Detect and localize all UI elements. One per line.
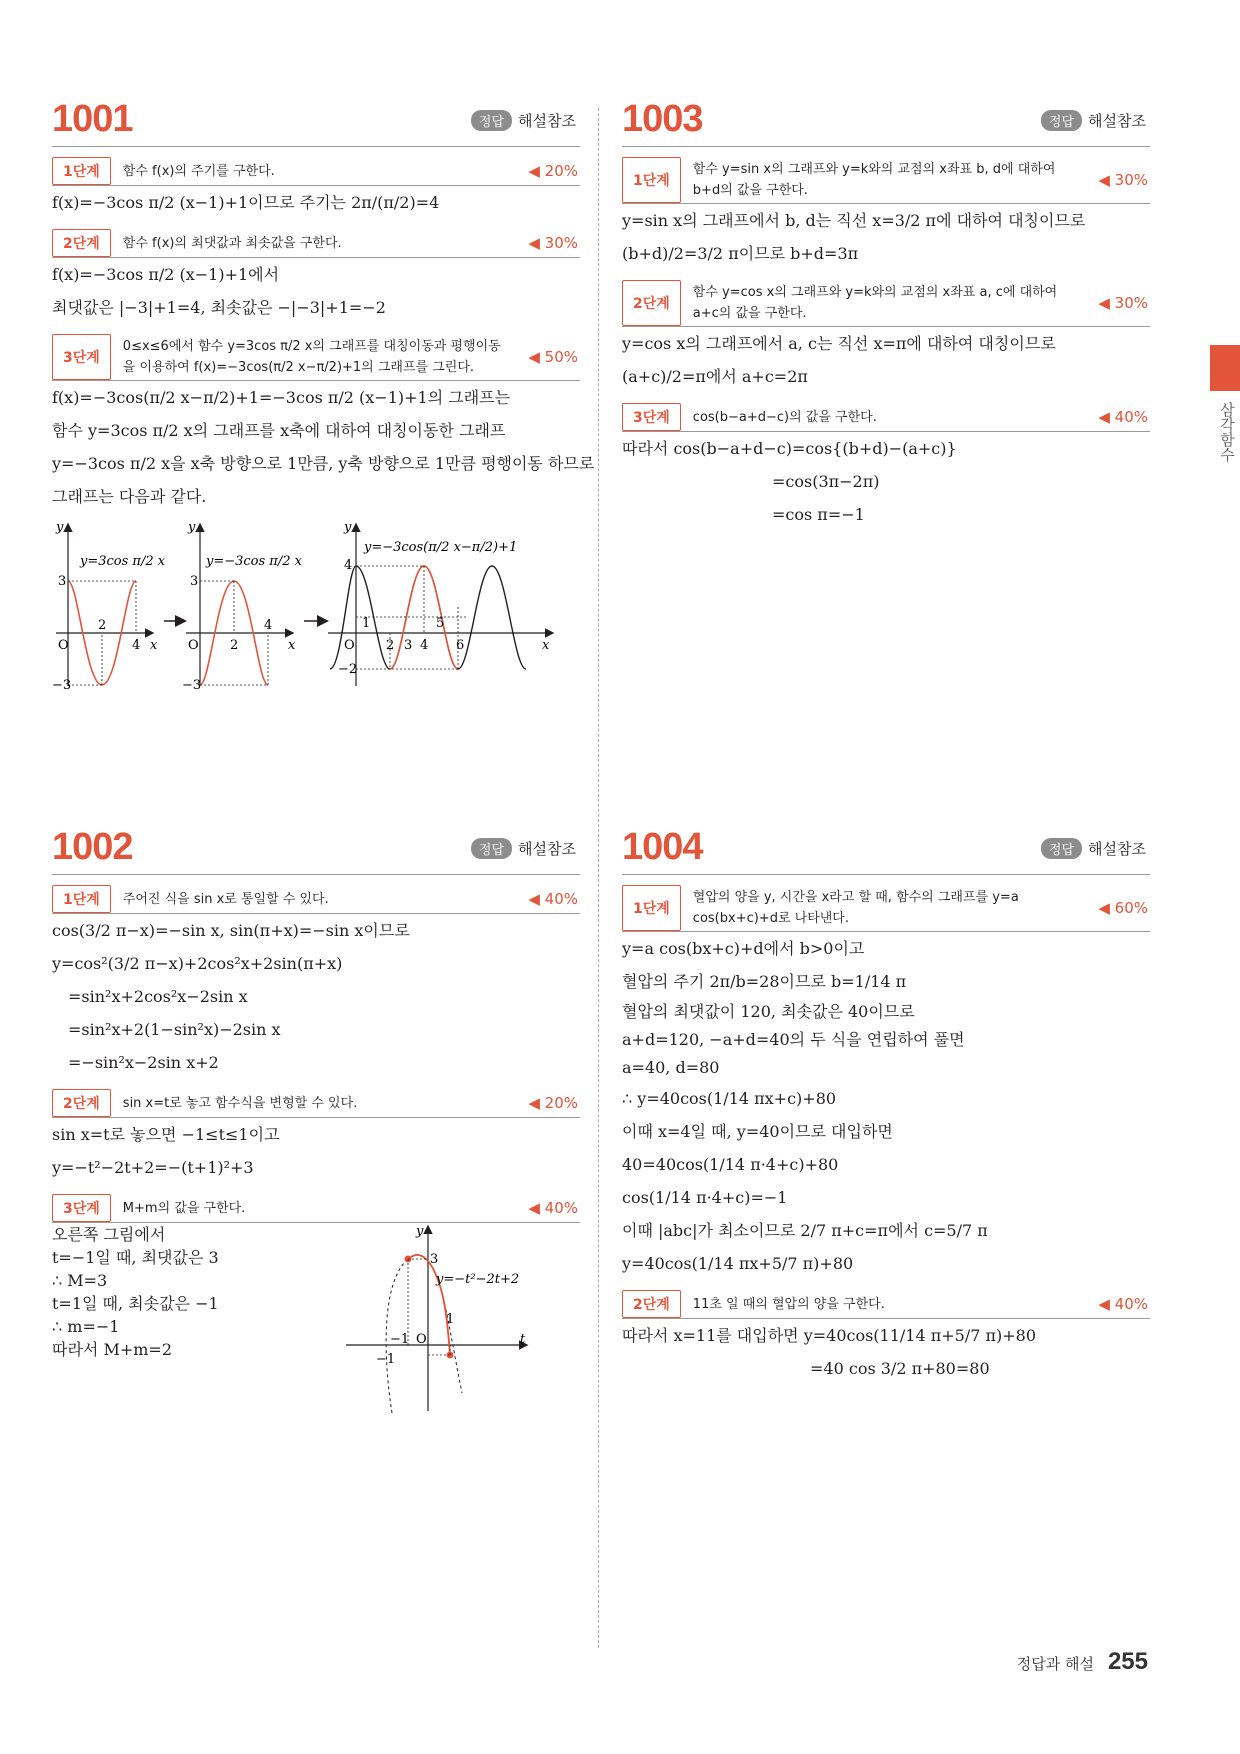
problem-header bbox=[52, 828, 580, 875]
answer-text: 해설참조 bbox=[518, 112, 576, 130]
svg-text:3: 3 bbox=[190, 574, 199, 589]
svg-text:O: O bbox=[188, 638, 199, 653]
step-1 bbox=[622, 157, 1150, 204]
parabola-graph bbox=[340, 1223, 570, 1413]
problem-header bbox=[52, 100, 580, 147]
svg-text:y: y bbox=[344, 521, 352, 535]
chapter-tab-label: 삼각함수 bbox=[1218, 402, 1236, 462]
step-text: M+m의 값을 구한다. bbox=[122, 1200, 246, 1216]
solution-line: 혈압의 주기 2π/b=28이므로 b=1/14 π bbox=[622, 972, 907, 991]
step-label: 2단계 bbox=[622, 1290, 681, 1318]
graph-2 bbox=[182, 521, 303, 691]
solution-line: t=1일 때, 최솟값은 −1 bbox=[52, 1294, 219, 1313]
solution-line: 따라서 x=11를 대입하면 y=40cos(11/14 π+5/7 π)+80 bbox=[622, 1326, 1037, 1345]
graph-3 bbox=[328, 521, 552, 686]
svg-text:3: 3 bbox=[430, 1252, 439, 1267]
solution-line: 혈압의 최댓값이 120, 최솟값은 40이므로 bbox=[622, 1002, 915, 1021]
problem-1004 bbox=[622, 828, 1150, 1385]
problem-number: 1001 bbox=[52, 98, 133, 140]
answer-text: 해설참조 bbox=[518, 840, 576, 858]
svg-text:4: 4 bbox=[420, 638, 429, 653]
step-percent: ◀ 40% bbox=[528, 890, 578, 908]
svg-text:t: t bbox=[520, 1332, 526, 1347]
svg-text:4: 4 bbox=[344, 558, 353, 573]
graph-label: y=−t²−2t+2 bbox=[436, 1272, 520, 1287]
svg-text:x: x bbox=[150, 638, 158, 653]
svg-text:O: O bbox=[416, 1332, 427, 1347]
solution-line: y=−3cos π/2 x을 x축 방향으로 1만큼, y축 방향으로 1만큼 평행이동 하므로 bbox=[52, 454, 595, 473]
answer-badge: 정답 bbox=[1041, 110, 1082, 131]
problem-number: 1003 bbox=[622, 98, 703, 140]
step-2 bbox=[52, 1089, 580, 1118]
step-percent: ◀ 20% bbox=[528, 1094, 578, 1112]
solution-line: 따라서 cos(b−a+d−c)=cos{(b+d)−(a+c)} bbox=[622, 439, 957, 458]
solution-line: f(x)=−3cos(π/2 x−π/2)+1=−3cos π/2 (x−1)+1의 그래프는 bbox=[52, 388, 511, 407]
step-text: sin x=t로 놓고 함수식을 변형할 수 있다. bbox=[122, 1095, 358, 1111]
solution-line: 이때 |abc|가 최소이므로 2/7 π+c=π에서 c=5/7 π bbox=[622, 1221, 988, 1240]
problem-1003 bbox=[622, 100, 1150, 531]
step-1 bbox=[52, 885, 580, 914]
answer-text: 해설참조 bbox=[1088, 840, 1146, 858]
step-2 bbox=[622, 1290, 1150, 1319]
problem-header bbox=[622, 100, 1150, 147]
solution-line: =40 cos 3/2 π+80=80 bbox=[810, 1359, 990, 1378]
step-text: 함수 f(x)의 최댓값과 최솟값을 구한다. bbox=[122, 235, 342, 251]
step-2 bbox=[622, 280, 1150, 327]
chapter-tab bbox=[1210, 345, 1240, 391]
graph-label: y=−3cos π/2 x bbox=[206, 554, 302, 569]
svg-text:4: 4 bbox=[132, 638, 141, 653]
solution-line: y=sin x의 그래프에서 b, d는 직선 x=3/2 π에 대하여 대칭이므로 bbox=[622, 211, 1086, 230]
step-text: 혈압의 양을 y, 시간을 x라고 할 때, 함수의 그래프를 y=a cos(bx+c)+d로 나타낸다. bbox=[692, 890, 1019, 926]
step-label: 1단계 bbox=[622, 885, 681, 931]
solution-line: ∴ m=−1 bbox=[52, 1317, 120, 1336]
step-percent: ◀ 60% bbox=[1098, 899, 1148, 917]
solution-line: =cos π=−1 bbox=[772, 505, 865, 524]
solution-line: a=40, d=80 bbox=[622, 1058, 720, 1077]
step-label: 1단계 bbox=[52, 885, 111, 913]
solution-line: ∴ y=40cos(1/14 πx+c)+80 bbox=[622, 1089, 837, 1108]
step-label: 3단계 bbox=[52, 334, 111, 380]
solution-line: (b+d)/2=3/2 π이므로 b+d=3π bbox=[622, 244, 859, 263]
answer-ref bbox=[1041, 110, 1146, 131]
solution-line: 40=40cos(1/14 π·4+c)+80 bbox=[622, 1155, 839, 1174]
solution-line: 오른쪽 그림에서 bbox=[52, 1225, 166, 1244]
svg-text:2: 2 bbox=[230, 638, 239, 653]
solution-line: =sin²x+2cos²x−2sin x bbox=[68, 987, 248, 1006]
svg-text:5: 5 bbox=[436, 616, 445, 631]
step-text: 함수 y=cos x의 그래프와 y=k와의 교점의 x좌표 a, c에 대하여 a+c의 값을 구한다. bbox=[692, 285, 1058, 321]
answer-badge: 정답 bbox=[1041, 838, 1082, 859]
step-3 bbox=[52, 1194, 580, 1223]
solution-line: cos(1/14 π·4+c)=−1 bbox=[622, 1188, 788, 1207]
answer-ref bbox=[471, 838, 576, 859]
problem-number: 1004 bbox=[622, 826, 703, 868]
svg-text:O: O bbox=[344, 638, 355, 653]
graph-1 bbox=[52, 521, 166, 691]
solution-line: 최댓값은 |−3|+1=4, 최솟값은 −|−3|+1=−2 bbox=[52, 298, 386, 317]
svg-text:x: x bbox=[288, 638, 296, 653]
answer-badge: 정답 bbox=[471, 838, 512, 859]
step-3 bbox=[52, 334, 580, 381]
step-label: 2단계 bbox=[52, 1089, 111, 1117]
svg-text:−1: −1 bbox=[376, 1352, 396, 1367]
step-percent: ◀ 40% bbox=[1098, 1295, 1148, 1313]
step-text: 0≤x≤6에서 함수 y=3cos π/2 x의 그래프를 대칭이동과 평행이동을 이용하여 f(x)=−3cos(π/2 x−π/2)+1의 그래프를 그린다. bbox=[122, 339, 501, 375]
svg-text:3: 3 bbox=[404, 638, 413, 653]
solution-line: =cos(3π−2π) bbox=[772, 472, 880, 491]
svg-text:4: 4 bbox=[264, 618, 273, 633]
problem-header bbox=[622, 828, 1150, 875]
solution-line: sin x=t로 놓으면 −1≤t≤1이고 bbox=[52, 1125, 280, 1144]
solution-line: =−sin²x−2sin x+2 bbox=[68, 1053, 219, 1072]
step-label: 3단계 bbox=[52, 1194, 111, 1222]
svg-text:2: 2 bbox=[386, 638, 395, 653]
step-text: cos(b−a+d−c)의 값을 구한다. bbox=[692, 409, 877, 425]
svg-text:3: 3 bbox=[58, 574, 67, 589]
svg-text:1: 1 bbox=[362, 616, 371, 631]
svg-text:−2: −2 bbox=[338, 662, 358, 677]
step-2 bbox=[52, 229, 580, 258]
svg-text:y: y bbox=[416, 1224, 424, 1239]
solution-line: y=−t²−2t+2=−(t+1)²+3 bbox=[52, 1158, 254, 1177]
graph-label: y=−3cos(π/2 x−π/2)+1 bbox=[364, 540, 518, 555]
m-solution bbox=[52, 1223, 219, 1361]
step-text: 주어진 식을 sin x로 통일할 수 있다. bbox=[122, 891, 329, 907]
svg-text:1: 1 bbox=[446, 1312, 455, 1327]
solution-line: 그래프는 다음과 같다. bbox=[52, 487, 207, 506]
step-label: 1단계 bbox=[52, 157, 111, 185]
step-percent: ◀ 30% bbox=[528, 234, 578, 252]
solution-line: f(x)=−3cos π/2 (x−1)+1이므로 주기는 2π/(π/2)=4 bbox=[52, 193, 440, 212]
step-percent: ◀ 20% bbox=[528, 162, 578, 180]
svg-text:O: O bbox=[58, 638, 69, 653]
svg-text:y: y bbox=[188, 521, 196, 535]
step-1 bbox=[52, 157, 580, 186]
step-label: 2단계 bbox=[52, 229, 111, 257]
svg-text:−1: −1 bbox=[390, 1332, 410, 1347]
problem-number: 1002 bbox=[52, 826, 133, 868]
column-divider bbox=[598, 108, 599, 1648]
step-label: 3단계 bbox=[622, 403, 681, 431]
answer-ref bbox=[1041, 838, 1146, 859]
page-number: 255 bbox=[1107, 1648, 1148, 1675]
step-label: 2단계 bbox=[622, 280, 681, 326]
problem-1002 bbox=[52, 828, 580, 1413]
svg-text:x: x bbox=[542, 638, 550, 653]
step-text: 11초 일 때의 혈압의 양을 구한다. bbox=[692, 1296, 885, 1312]
answer-ref bbox=[471, 110, 576, 131]
step-text: 함수 f(x)의 주기를 구한다. bbox=[122, 163, 275, 179]
svg-text:−3: −3 bbox=[52, 678, 72, 691]
step-text: 함수 y=sin x의 그래프와 y=k와의 교점의 x좌표 b, d에 대하여 b+d의 값을 구한다. bbox=[692, 162, 1056, 198]
solution-line: 함수 y=3cos π/2 x의 그래프를 x축에 대하여 대칭이동한 그래프 bbox=[52, 421, 506, 440]
step-percent: ◀ 50% bbox=[528, 348, 578, 366]
step-percent: ◀ 40% bbox=[528, 1199, 578, 1217]
svg-text:2: 2 bbox=[98, 618, 107, 633]
solution-line: cos(3/2 π−x)=−sin x, sin(π+x)=−sin x이므로 bbox=[52, 921, 410, 940]
problem-1001 bbox=[52, 98, 595, 695]
step-label: 1단계 bbox=[622, 157, 681, 203]
step-percent: ◀ 40% bbox=[1098, 408, 1148, 426]
solution-line: t=−1일 때, 최댓값은 3 bbox=[52, 1248, 219, 1267]
solution-line: ∴ M=3 bbox=[52, 1271, 108, 1290]
solution-line: y=a cos(bx+c)+d에서 b>0이고 bbox=[622, 939, 865, 958]
solution-line: y=cos²(3/2 π−x)+2cos²x+2sin(π+x) bbox=[52, 954, 343, 973]
solution-line: f(x)=−3cos π/2 (x−1)+1에서 bbox=[52, 265, 280, 284]
solution-line: 이때 x=4일 때, y=40이므로 대입하면 bbox=[622, 1122, 893, 1141]
footer-label: 정답과 해설 bbox=[1016, 1655, 1094, 1673]
step-3 bbox=[622, 403, 1150, 432]
solution-line: 따라서 M+m=2 bbox=[52, 1340, 173, 1359]
svg-text:y: y bbox=[56, 521, 64, 535]
step-1 bbox=[622, 885, 1150, 932]
step-percent: ◀ 30% bbox=[1098, 294, 1148, 312]
answer-text: 해설참조 bbox=[1088, 112, 1146, 130]
solution-line: y=cos x의 그래프에서 a, c는 직선 x=π에 대하여 대칭이므로 bbox=[622, 334, 1056, 353]
svg-text:6: 6 bbox=[456, 638, 465, 653]
solution-line: a+d=120, −a+d=40의 두 식을 연립하여 풀면 bbox=[622, 1030, 965, 1049]
graph-label: y=3cos π/2 x bbox=[80, 554, 166, 569]
step-percent: ◀ 30% bbox=[1098, 171, 1148, 189]
answer-badge: 정답 bbox=[471, 110, 512, 131]
svg-text:−3: −3 bbox=[182, 678, 202, 691]
solution-line: (a+c)/2=π에서 a+c=2π bbox=[622, 367, 808, 386]
solution-line: =sin²x+2(1−sin²x)−2sin x bbox=[68, 1020, 281, 1039]
page-footer bbox=[1017, 1648, 1148, 1676]
cosine-transform-graphs bbox=[52, 521, 580, 691]
solution-line: y=40cos(1/14 πx+5/7 π)+80 bbox=[622, 1254, 854, 1273]
